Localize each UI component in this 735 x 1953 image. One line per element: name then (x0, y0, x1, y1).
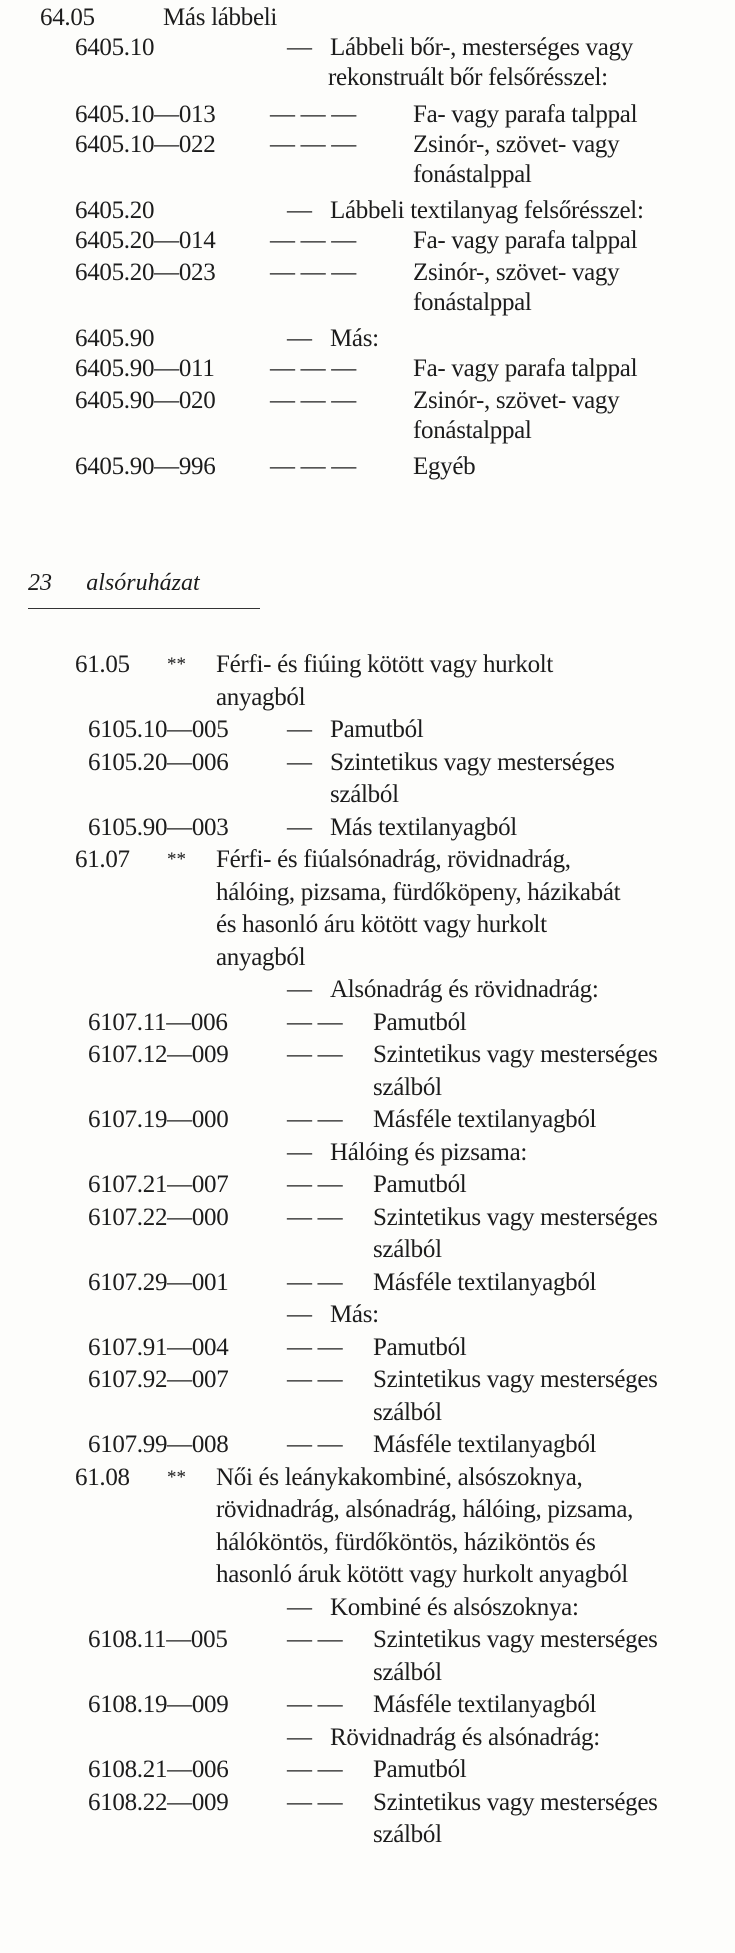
item-description-continued: hálóing, pizsama, fürdőköpeny, házikabát (216, 879, 621, 906)
heading-code: 61.07 (75, 846, 130, 873)
tariff-code: 6405.20—014 (75, 227, 216, 254)
indent-dash: — — (287, 1041, 343, 1068)
item-description: Más textilanyagból (330, 814, 517, 841)
item-description: Kombiné és alsószoknya: (330, 1594, 579, 1621)
tariff-code: 6108.19—009 (88, 1691, 229, 1718)
indent-dash: — — (287, 1626, 343, 1653)
tariff-code: 6405.10—022 (75, 131, 216, 158)
item-description-continued: szálból (373, 1236, 442, 1263)
item-description: Más: (330, 1301, 379, 1328)
tariff-code: 6107.21—007 (88, 1171, 229, 1198)
item-description-continued: szálból (373, 1821, 442, 1848)
item-description: Női és leánykakombiné, alsószoknya, (216, 1464, 583, 1491)
item-description: Hálóing és pizsama: (330, 1139, 528, 1166)
item-description-continued: szálból (330, 781, 399, 808)
indent-dash: — (287, 1724, 312, 1751)
item-description: Alsónadrág és rövidnadrág: (330, 976, 599, 1003)
indent-dash: — — — (270, 387, 357, 414)
heading-code: 61.05 (75, 651, 130, 678)
indent-dash: — (287, 1139, 312, 1166)
item-description-continued: szálból (373, 1074, 442, 1101)
indent-dash: — (287, 716, 312, 743)
indent-dash: — — (287, 1204, 343, 1231)
tariff-code: 6107.11—006 (88, 1009, 228, 1036)
tariff-code: 6405.20 (75, 197, 155, 224)
heading-code: 64.05 (40, 4, 95, 31)
item-description: Egyéb (413, 453, 476, 480)
indent-dash: — (287, 749, 312, 776)
tariff-code: 6105.90—003 (88, 814, 229, 841)
item-description: Férfi- és fiúalsónadrág, rövidnadrág, (216, 846, 571, 873)
indent-dash: — — (287, 1269, 343, 1296)
indent-dash: — — (287, 1171, 343, 1198)
item-description: Szintetikus vagy mesterséges (330, 749, 615, 776)
indent-dash: — (287, 976, 312, 1003)
tariff-code: 6108.11—005 (88, 1626, 228, 1653)
item-description: Pamutból (330, 716, 424, 743)
item-description-continued: és hasonló áru kötött vagy hurkolt (216, 911, 547, 938)
item-description: Zsinór-, szövet- vagy (413, 387, 620, 414)
indent-dash: — — — (270, 355, 357, 382)
item-description-continued: anyagból (216, 684, 306, 711)
item-description-continued: rövidnadrág, alsónadrág, hálóing, pizsama, (216, 1496, 634, 1523)
item-description: Szintetikus vagy mesterséges (373, 1626, 658, 1653)
item-description-continued: fonástalppal (413, 289, 532, 316)
indent-dash: — (287, 325, 312, 352)
tariff-code: 6107.99—008 (88, 1431, 229, 1458)
indent-dash: — (287, 814, 312, 841)
item-description: Fa- vagy parafa talppal (413, 101, 638, 128)
item-description-continued: fonástalppal (413, 417, 532, 444)
indent-dash: — — (287, 1691, 343, 1718)
tariff-code: 6107.19—000 (88, 1106, 229, 1133)
heading-text: Más lábbeli (163, 4, 278, 31)
item-description: Másféle textilanyagból (373, 1691, 597, 1718)
item-description: Zsinór-, szövet- vagy (413, 131, 620, 158)
tariff-code: 6405.90 (75, 325, 155, 352)
asterisk-marker: ** (167, 849, 186, 870)
tariff-code: 6108.21—006 (88, 1756, 229, 1783)
item-description: Lábbeli bőr-, mesterséges vagy (330, 34, 633, 61)
asterisk-marker: ** (167, 1467, 186, 1488)
section-number: 23 (28, 570, 52, 596)
item-description-continued: szálból (373, 1659, 442, 1686)
tariff-code: 6105.20—006 (88, 749, 229, 776)
indent-dash: — — (287, 1431, 343, 1458)
item-description: Rövidnadrág és alsónadrág: (330, 1724, 600, 1751)
item-description-continued: szálból (373, 1399, 442, 1426)
item-description: Másféle textilanyagból (373, 1269, 597, 1296)
item-description: Más: (330, 325, 379, 352)
section-header (28, 568, 260, 609)
indent-dash: — — — (270, 453, 357, 480)
indent-dash: — — (287, 1366, 343, 1393)
item-description: Szintetikus vagy mesterséges (373, 1041, 658, 1068)
item-description: Szintetikus vagy mesterséges (373, 1789, 658, 1816)
indent-dash: — — (287, 1789, 343, 1816)
item-description: Pamutból (373, 1009, 467, 1036)
heading-code: 61.08 (75, 1464, 130, 1491)
tariff-code: 6405.10 (75, 34, 155, 61)
tariff-code: 6107.91—004 (88, 1334, 229, 1361)
tariff-code: 6405.20—023 (75, 259, 216, 286)
tariff-code: 6405.90—996 (75, 453, 216, 480)
indent-dash: — — — (270, 227, 357, 254)
indent-dash: — (287, 1594, 312, 1621)
tariff-code: 6107.12—009 (88, 1041, 229, 1068)
tariff-code: 6107.92—007 (88, 1366, 229, 1393)
item-description: Másféle textilanyagból (373, 1431, 597, 1458)
item-description-continued: rekonstruált bőr felsőrésszel: (328, 64, 608, 91)
tariff-code: 6107.22—000 (88, 1204, 229, 1231)
indent-dash: — — — (270, 131, 357, 158)
item-description-continued: hasonló áruk kötött vagy hurkolt anyagból (216, 1561, 628, 1588)
item-description: Pamutból (373, 1334, 467, 1361)
item-description: Szintetikus vagy mesterséges (373, 1204, 658, 1231)
tariff-code: 6405.10—013 (75, 101, 216, 128)
tariff-code: 6405.90—020 (75, 387, 216, 414)
item-description: Fa- vagy parafa talppal (413, 227, 638, 254)
indent-dash: — — — (270, 101, 357, 128)
item-description: Szintetikus vagy mesterséges (373, 1366, 658, 1393)
indent-dash: — — (287, 1009, 343, 1036)
item-description: Másféle textilanyagból (373, 1106, 597, 1133)
indent-dash: — (287, 197, 312, 224)
item-description-continued: anyagból (216, 944, 306, 971)
asterisk-marker: ** (167, 654, 186, 675)
tariff-code: 6105.10—005 (88, 716, 229, 743)
indent-dash: — — (287, 1106, 343, 1133)
tariff-code: 6107.29—001 (88, 1269, 229, 1296)
indent-dash: — — — (270, 259, 357, 286)
indent-dash: — (287, 34, 312, 61)
item-description: Férfi- és fiúing kötött vagy hurkolt (216, 651, 554, 678)
item-description: Fa- vagy parafa talppal (413, 355, 638, 382)
item-description-continued: hálóköntös, fürdőköntös, háziköntös és (216, 1529, 596, 1556)
tariff-code: 6405.90—011 (75, 355, 215, 382)
item-description: Zsinór-, szövet- vagy (413, 259, 620, 286)
item-description: Lábbeli textilanyag felsőrésszel: (330, 197, 644, 224)
item-description: Pamutból (373, 1756, 467, 1783)
item-description-continued: fonástalppal (413, 161, 532, 188)
indent-dash: — — (287, 1756, 343, 1783)
tariff-code: 6108.22—009 (88, 1789, 229, 1816)
item-description: Pamutból (373, 1171, 467, 1198)
indent-dash: — (287, 1301, 312, 1328)
section-title: alsóruházat (86, 570, 200, 596)
indent-dash: — — (287, 1334, 343, 1361)
